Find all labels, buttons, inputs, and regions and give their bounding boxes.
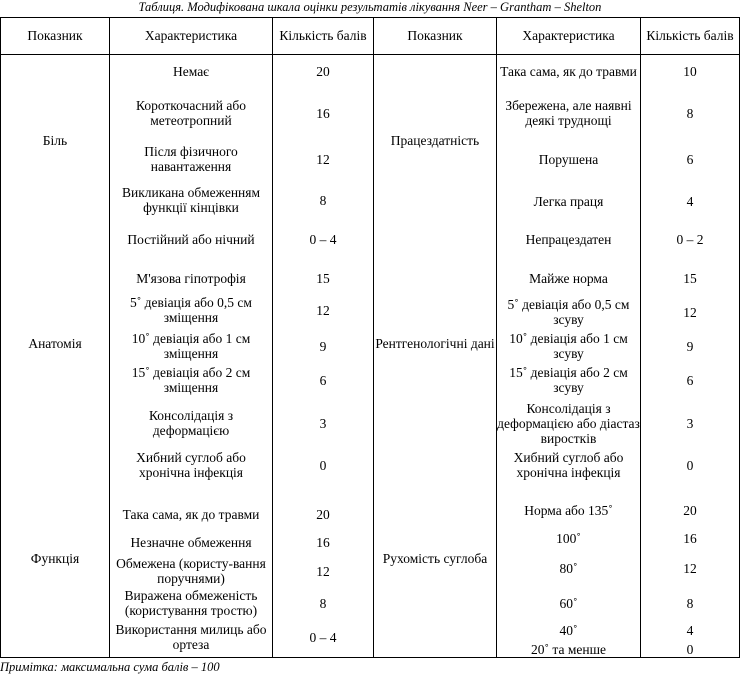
characteristic-cell: 15˚ девіація або 2 см зміщення [131,365,251,395]
characteristic-cell: Використання милиць або ортеза [115,622,267,652]
score-cell: 4 [686,193,694,209]
header-score: Кількість балів [646,28,734,43]
score-cell: 12 [316,302,330,318]
indicator-name: Функція [30,551,80,566]
characteristic-cell: 80˚ [559,560,578,576]
score-cell: 6 [686,151,694,167]
characteristic-cell: Така сама, як до травми [500,63,637,79]
characteristic-cell: Викликана обмеженням функції кінцівки [121,185,261,215]
scale-table [0,17,740,658]
score-cell: 12 [316,151,330,167]
score-cell: 8 [319,192,327,208]
score-cell: 9 [686,338,694,354]
score-cell: 9 [319,338,327,354]
score-cell: 0 – 4 [309,629,337,645]
score-cell: 6 [319,372,327,388]
score-cell: 20 [683,502,697,518]
header-indicator: Показник [27,28,83,43]
indicator-name: Біль [42,133,68,148]
indicator-name: Анатомія [28,335,82,351]
characteristic-cell: Легка праця [533,193,604,209]
characteristic-cell: 60˚ [559,595,578,611]
characteristic-cell: Короткочасний або метеотропний [135,98,246,128]
characteristic-cell: Порушена [538,151,599,167]
score-cell: 8 [686,105,694,121]
characteristic-cell: Обмежена (користу-вання поручнями) [116,556,266,586]
score-cell: 12 [683,304,697,320]
header-characteristic: Характеристика [522,28,615,43]
characteristic-cell: 10˚ девіація або 1 см зміщення [131,331,251,361]
indicator-name: Рентгенологічні дані [375,335,495,351]
score-cell: 12 [683,560,697,576]
score-cell: 15 [316,270,330,286]
score-cell: 16 [316,105,330,121]
score-cell: 16 [316,534,330,550]
characteristic-cell: Непрацездатен [525,231,612,247]
score-cell: 0 [686,457,694,473]
score-cell: 8 [319,595,327,611]
score-cell: 4 [686,622,694,638]
header-score: Кількість балів [279,28,367,43]
score-cell: 10 [683,63,697,79]
score-cell: 20 [316,506,330,522]
characteristic-cell: 10˚ девіація або 1 см зсуву [509,331,628,361]
characteristic-cell: Норма або 135˚ [524,502,613,518]
score-cell: 12 [316,563,330,579]
indicator-name: Рухомість суглоба [382,551,488,566]
characteristic-cell: Така сама, як до травми [122,506,260,522]
characteristic-cell: 15˚ девіація або 2 см зсуву [509,365,628,395]
indicator-name: Працездатність [390,133,480,148]
table-caption: Таблиця. Модифікована шкала оцінки результатів лікування Neer – Grantham – Shelton [138,0,602,14]
table-note: Примітка: максимальна сума балів – 100 [0,660,220,674]
characteristic-cell: Немає [173,63,209,79]
score-cell: 15 [683,270,697,286]
header-characteristic: Характеристика [144,28,238,43]
characteristic-cell: 5˚ девіація або 0,5 см зсуву [507,297,630,327]
score-cell: 3 [319,415,327,431]
score-cell: 20 [316,63,330,79]
characteristic-cell: 100˚ [556,530,581,546]
characteristic-cell: Хибний суглоб або хронічна інфекція [136,450,246,480]
score-cell: 0 – 2 [676,231,704,247]
score-cell: 0 [686,641,694,657]
characteristic-cell: Після фізичного навантаження [144,144,238,174]
score-cell: 8 [686,595,694,611]
score-cell: 3 [686,415,694,431]
characteristic-cell: Постійний або нічний [127,231,255,247]
characteristic-cell: Незначне обмеження [130,534,252,550]
characteristic-cell: Виражена обмеженість (користування тростю) [124,588,258,618]
characteristic-cell: 5˚ девіація або 0,5 см зміщення [130,295,252,325]
header-bottom-rule [0,54,740,55]
score-cell: 6 [686,372,694,388]
characteristic-cell: Консолідація з деформацією або діастаз вироcтків [497,400,640,446]
header-indicator: Показник [407,28,463,43]
score-cell: 0 – 4 [309,231,337,247]
characteristic-cell: Збережена, але наявні деякі труднощі [505,98,632,128]
characteristic-cell: 40˚ [559,622,578,638]
characteristic-cell: Хибний суглоб або хронічна інфекція [513,450,624,480]
characteristic-cell: Майже норма [529,270,608,286]
score-cell: 0 [319,457,327,473]
characteristic-cell: М'язова гіпотрофія [136,270,246,286]
score-cell: 16 [683,530,697,546]
characteristic-cell: Консолідація з деформацією [148,408,234,438]
characteristic-cell: 20˚ та менше [531,641,606,657]
table-bottom-rule [0,657,740,658]
